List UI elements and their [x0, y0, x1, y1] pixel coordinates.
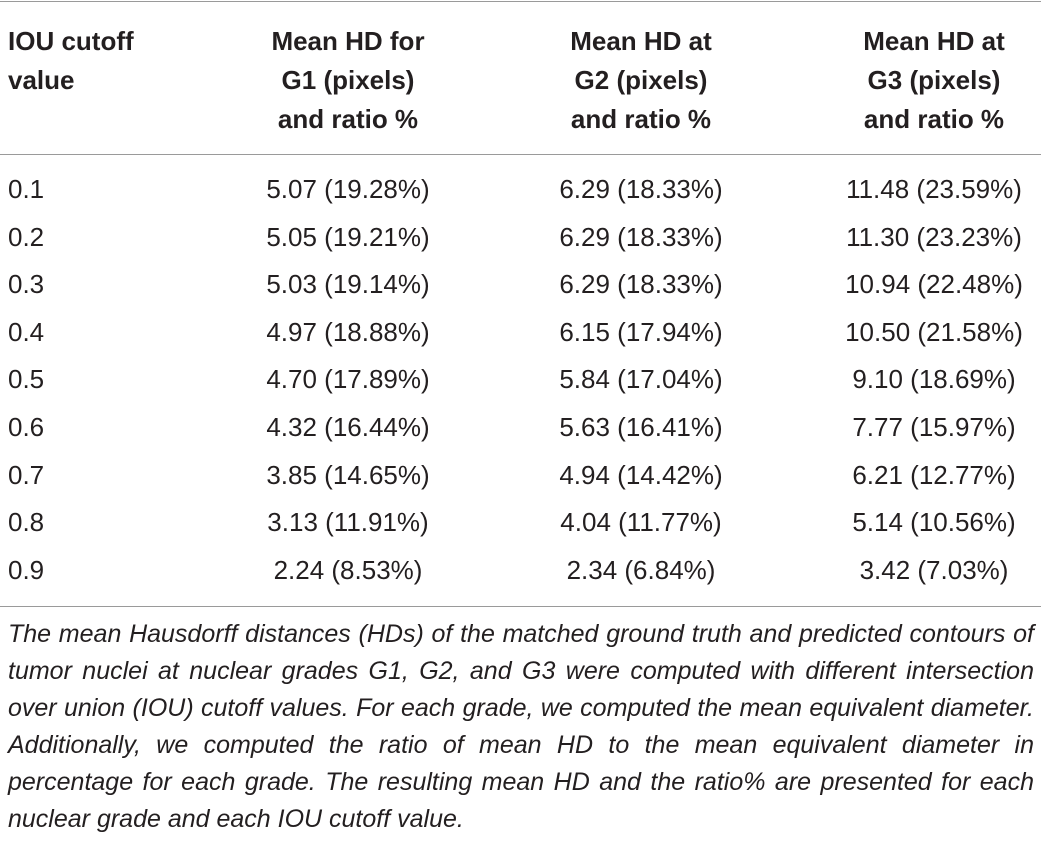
- cell-g3: 10.94 (22.48%): [845, 269, 1023, 300]
- cell-g3: 3.42 (7.03%): [859, 554, 1009, 585]
- top-rule: [0, 1, 1041, 2]
- table-row: [0, 261, 1041, 309]
- cell-g2: 5.63 (16.41%): [559, 411, 723, 442]
- table-row: [0, 499, 1041, 547]
- header-mean-hd-g3: Mean HD at G3 (pixels) and ratio %: [863, 26, 1005, 134]
- cell-g1: 4.97 (18.88%): [266, 316, 430, 347]
- cell-g1: 5.07 (19.28%): [266, 174, 430, 204]
- cell-g1: 2.24 (8.53%): [273, 554, 423, 585]
- table-row: [0, 404, 1041, 452]
- cell-iou: 0.8: [8, 507, 45, 538]
- cell-g3: 10.50 (21.58%): [845, 316, 1023, 347]
- cell-iou: 0.2: [8, 221, 45, 252]
- table-row: [0, 309, 1041, 357]
- table-row: [0, 166, 1041, 214]
- cell-g1: 3.85 (14.65%): [266, 459, 430, 490]
- cell-iou: 0.5: [8, 364, 45, 395]
- cell-g1: 4.32 (16.44%): [266, 411, 430, 442]
- cell-g2: 6.29 (18.33%): [559, 174, 723, 204]
- bottom-rule: [0, 606, 1041, 607]
- cell-g2: 5.84 (17.04%): [559, 364, 723, 395]
- cell-iou: 0.1: [8, 174, 45, 204]
- header-rule: [0, 154, 1041, 155]
- table-row: [0, 356, 1041, 404]
- cell-g3: 6.21 (12.77%): [852, 459, 1016, 490]
- header-mean-hd-g2: Mean HD at G2 (pixels) and ratio %: [570, 26, 712, 134]
- cell-iou: 0.4: [8, 316, 45, 347]
- cell-g1: 3.13 (11.91%): [267, 507, 429, 538]
- cell-iou: 0.6: [8, 411, 45, 442]
- table-footnote: The mean Hausdorff distances (HDs) of the matched ground truth and predicted contours of tumor nuclei at nuclear grades G1, G2, and G3 were computed with different intersection over union (IOU) cutoff values. For each grade, we computed the mean equivalent diameter. Additionally, we computed the ratio of mean HD to the mean equivalent diameter in percentage for each grade. The resulting mean HD and the ratio% are presented for each nuclear grade and each IOU cutoff value.: [8, 620, 1034, 833]
- cell-g1: 4.70 (17.89%): [266, 364, 430, 395]
- cell-g2: 6.29 (18.33%): [559, 269, 723, 300]
- table-body: [0, 166, 1041, 594]
- cell-g1: 5.05 (19.21%): [266, 221, 430, 252]
- cell-iou: 0.9: [8, 554, 45, 585]
- cell-g1: 5.03 (19.14%): [266, 269, 430, 300]
- cell-g2: 6.29 (18.33%): [559, 221, 723, 252]
- cell-g3: 11.30 (23.23%): [846, 221, 1022, 252]
- table-row: [0, 452, 1041, 500]
- cell-g3: 11.48 (23.59%): [846, 174, 1022, 204]
- cell-iou: 0.7: [8, 459, 45, 490]
- cell-g2: 4.94 (14.42%): [559, 459, 723, 490]
- cell-iou: 0.3: [8, 269, 45, 300]
- cell-g2: 6.15 (17.94%): [559, 316, 723, 347]
- cell-g2: 4.04 (11.77%): [560, 507, 722, 538]
- header-mean-hd-g1: Mean HD for G1 (pixels) and ratio %: [271, 26, 425, 134]
- cell-g3: 7.77 (15.97%): [852, 411, 1016, 442]
- cell-g2: 2.34 (6.84%): [566, 554, 716, 585]
- header-iou-cutoff: IOU cutoff value: [8, 26, 134, 95]
- cell-g3: 9.10 (18.69%): [852, 364, 1016, 395]
- table-row: [0, 547, 1041, 595]
- table-row: [0, 214, 1041, 262]
- cell-g3: 5.14 (10.56%): [852, 507, 1016, 538]
